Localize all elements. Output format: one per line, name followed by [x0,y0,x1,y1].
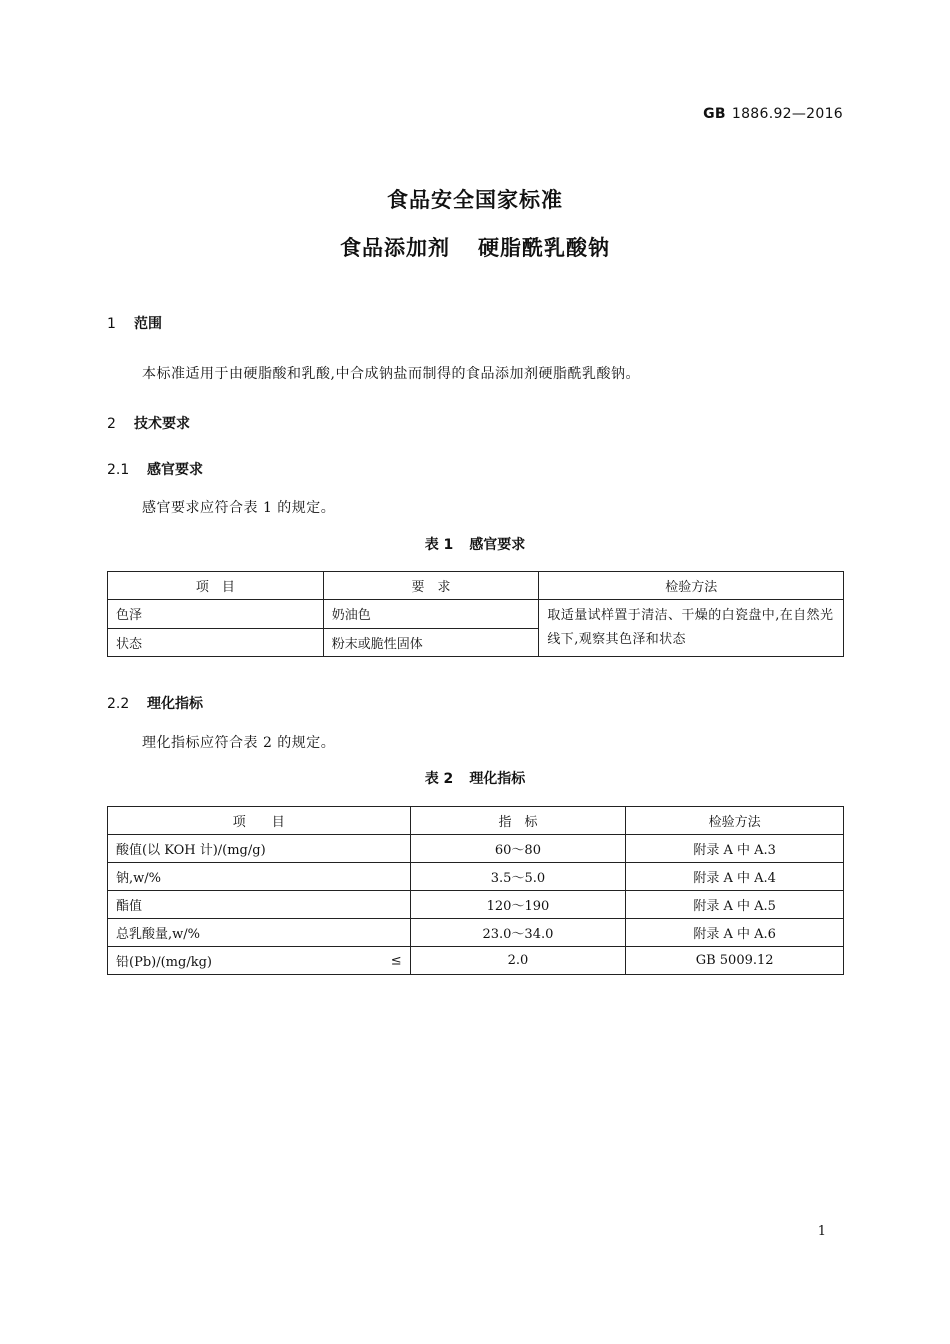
section-number: 2.2 [107,696,130,712]
sensory-requirements-table [107,571,844,657]
section-title: 范围 [134,316,162,332]
caption-number: 表 1 [424,537,454,553]
item-cell: 色泽 [108,600,324,629]
section-number: 2 [107,416,116,432]
caption-number: 表 2 [424,771,454,787]
header-indicator: 指 标 [410,807,626,835]
section-title: 理化指标 [147,696,203,712]
section-2-1-body: 感官要求应符合表 1 的规定。 [142,500,336,516]
value-cell: 23.0～34.0 [410,919,626,947]
method-cell: 附录 A 中 A.6 [626,919,844,947]
table-row [108,863,844,891]
document-title: 食品安全国家标准 [387,188,563,212]
item-cell: 总乳酸量,w/% [108,919,411,947]
value-cell: 2.0 [410,947,626,975]
table-row [108,919,844,947]
value-cell: 3.5～5.0 [410,863,626,891]
standard-number [703,106,843,122]
section-number: 1 [107,316,116,332]
caption-title: 感官要求 [469,537,526,553]
section-1-heading [107,313,162,333]
subtitle-part-a: 食品添加剂 [340,236,450,260]
table-2-caption [0,768,950,788]
less-equal-symbol: ≤ [390,953,402,968]
section-2-2-body: 理化指标应符合表 2 的规定。 [142,735,336,751]
item-cell: 钠,w/% [108,863,411,891]
value-cell: 120～190 [410,891,626,919]
method-cell: 取适量试样置于清洁、干燥的白瓷盘中,在自然光线下,观察其色泽和状态 [539,600,844,657]
section-title: 感官要求 [147,462,203,478]
page-number: 1 [817,1224,826,1239]
physicochemical-indicators-table [107,806,844,975]
section-2-2-heading [107,693,203,713]
standard-prefix: GB [703,106,726,122]
method-cell: 附录 A 中 A.4 [626,863,844,891]
table-row [108,891,844,919]
subtitle-part-b: 硬脂酰乳酸钠 [478,236,610,260]
table-row [108,835,844,863]
item-cell [108,947,411,975]
method-cell: 附录 A 中 A.5 [626,891,844,919]
header-requirement: 要 求 [323,572,539,600]
requirement-cell: 奶油色 [323,600,539,629]
item-cell: 酯值 [108,891,411,919]
section-2-heading [107,413,190,433]
caption-title: 理化指标 [469,771,526,787]
value-cell: 60～80 [410,835,626,863]
table-row [108,947,844,975]
document-subtitle [0,232,950,262]
table-header-row [108,807,844,835]
header-item: 项 目 [108,572,324,600]
table-header-row [108,572,844,600]
header-method: 检验方法 [626,807,844,835]
section-2-1-heading [107,459,203,479]
method-cell: GB 5009.12 [626,947,844,975]
requirement-cell: 粉末或脆性固体 [323,628,539,657]
item-cell: 酸值(以 KOH 计)/(mg/g) [108,835,411,863]
item-cell: 状态 [108,628,324,657]
section-title: 技术要求 [134,416,190,432]
table-row [108,600,844,629]
section-number: 2.1 [107,462,130,478]
standard-code: 1886.92—2016 [731,106,843,122]
item-label: 铅(Pb)/(mg/kg) [116,955,212,970]
method-cell: 附录 A 中 A.3 [626,835,844,863]
header-method: 检验方法 [539,572,844,600]
header-item: 项 目 [108,807,411,835]
table-1-caption [0,534,950,554]
section-1-body: 本标准适用于由硬脂酸和乳酸,中合成钠盐而制得的食品添加剂硬脂酰乳酸钠。 [142,366,640,382]
